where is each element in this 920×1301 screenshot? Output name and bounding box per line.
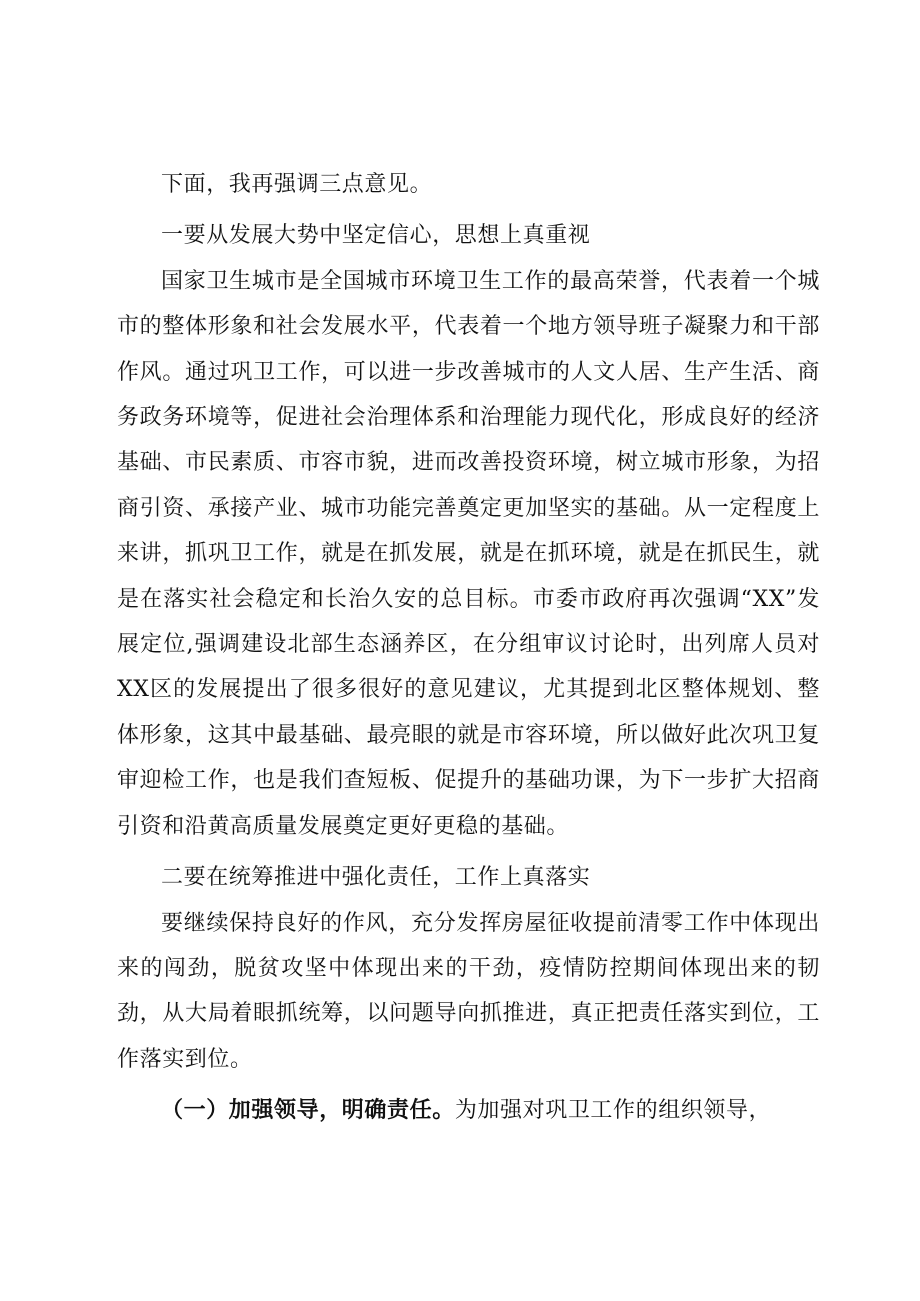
section2-paragraph: 要继续保持良好的作风，充分发挥房屋征收提前清零工作中体现出来的闯劲，脱贫攻坚中体现出来的干劲，疫情防控期间体现出来的韧劲，从大局着眼抓统筹，以问题导向抓推进，真正把责任落实到位，工作落实到位。 bbox=[117, 910, 820, 1072]
subsection1-paragraph bbox=[117, 1088, 820, 1133]
intro-paragraph: 下面，我再强调三点意见。 bbox=[161, 172, 433, 197]
section2-heading: 二要在统筹推进中强化责任，工作上真落实 bbox=[161, 865, 591, 891]
document-body bbox=[117, 162, 820, 1134]
section1-paragraph: 国家卫生城市是全国城市环境卫生工作的最高荣誉，代表着一个城市的整体形象和社会发展水平，代表着一个地方领导班子凝聚力和干部作风。通过巩卫工作，可以进一步改善城市的人文人居、生产生活、商务政务环境等，促进社会治理体系和治理能力现代化，形成良好的经济基础、市民素质、市容市貌，进而改善投资环境，树立城市形象，为招商引资、承接产业、城市功能完善奠定更加坚实的基础。从一定程度上来讲，抓巩卫工作，就是在抓发展，就是在抓环境，就是在抓民生，就是在落实社会稳定和长治久安的总目标。市委市政府再次强调“XX”发展定位,强调建设北部生态涵养区，在分组审议讨论时，出列席人员对XX区的发展提出了很多很好的意见建议，尤其提到北区整体规划、整体形象，这其中最基础、最亮眼的就是市容环境，所以做好此次巩卫复审迎检工作，也是我们查短板、促提升的基础功课，为下一步扩大招商引资和沿黄高质量发展奠定更好更稳的基础。 bbox=[117, 268, 820, 839]
subsection1-title: （一）加强领导，明确责任。 bbox=[161, 1097, 455, 1124]
subsection1-text: 为加强对巩卫工作的组织领导， bbox=[454, 1098, 772, 1124]
section1-heading: 一要从发展大势中坚定信心，思想上真重视 bbox=[161, 223, 591, 249]
